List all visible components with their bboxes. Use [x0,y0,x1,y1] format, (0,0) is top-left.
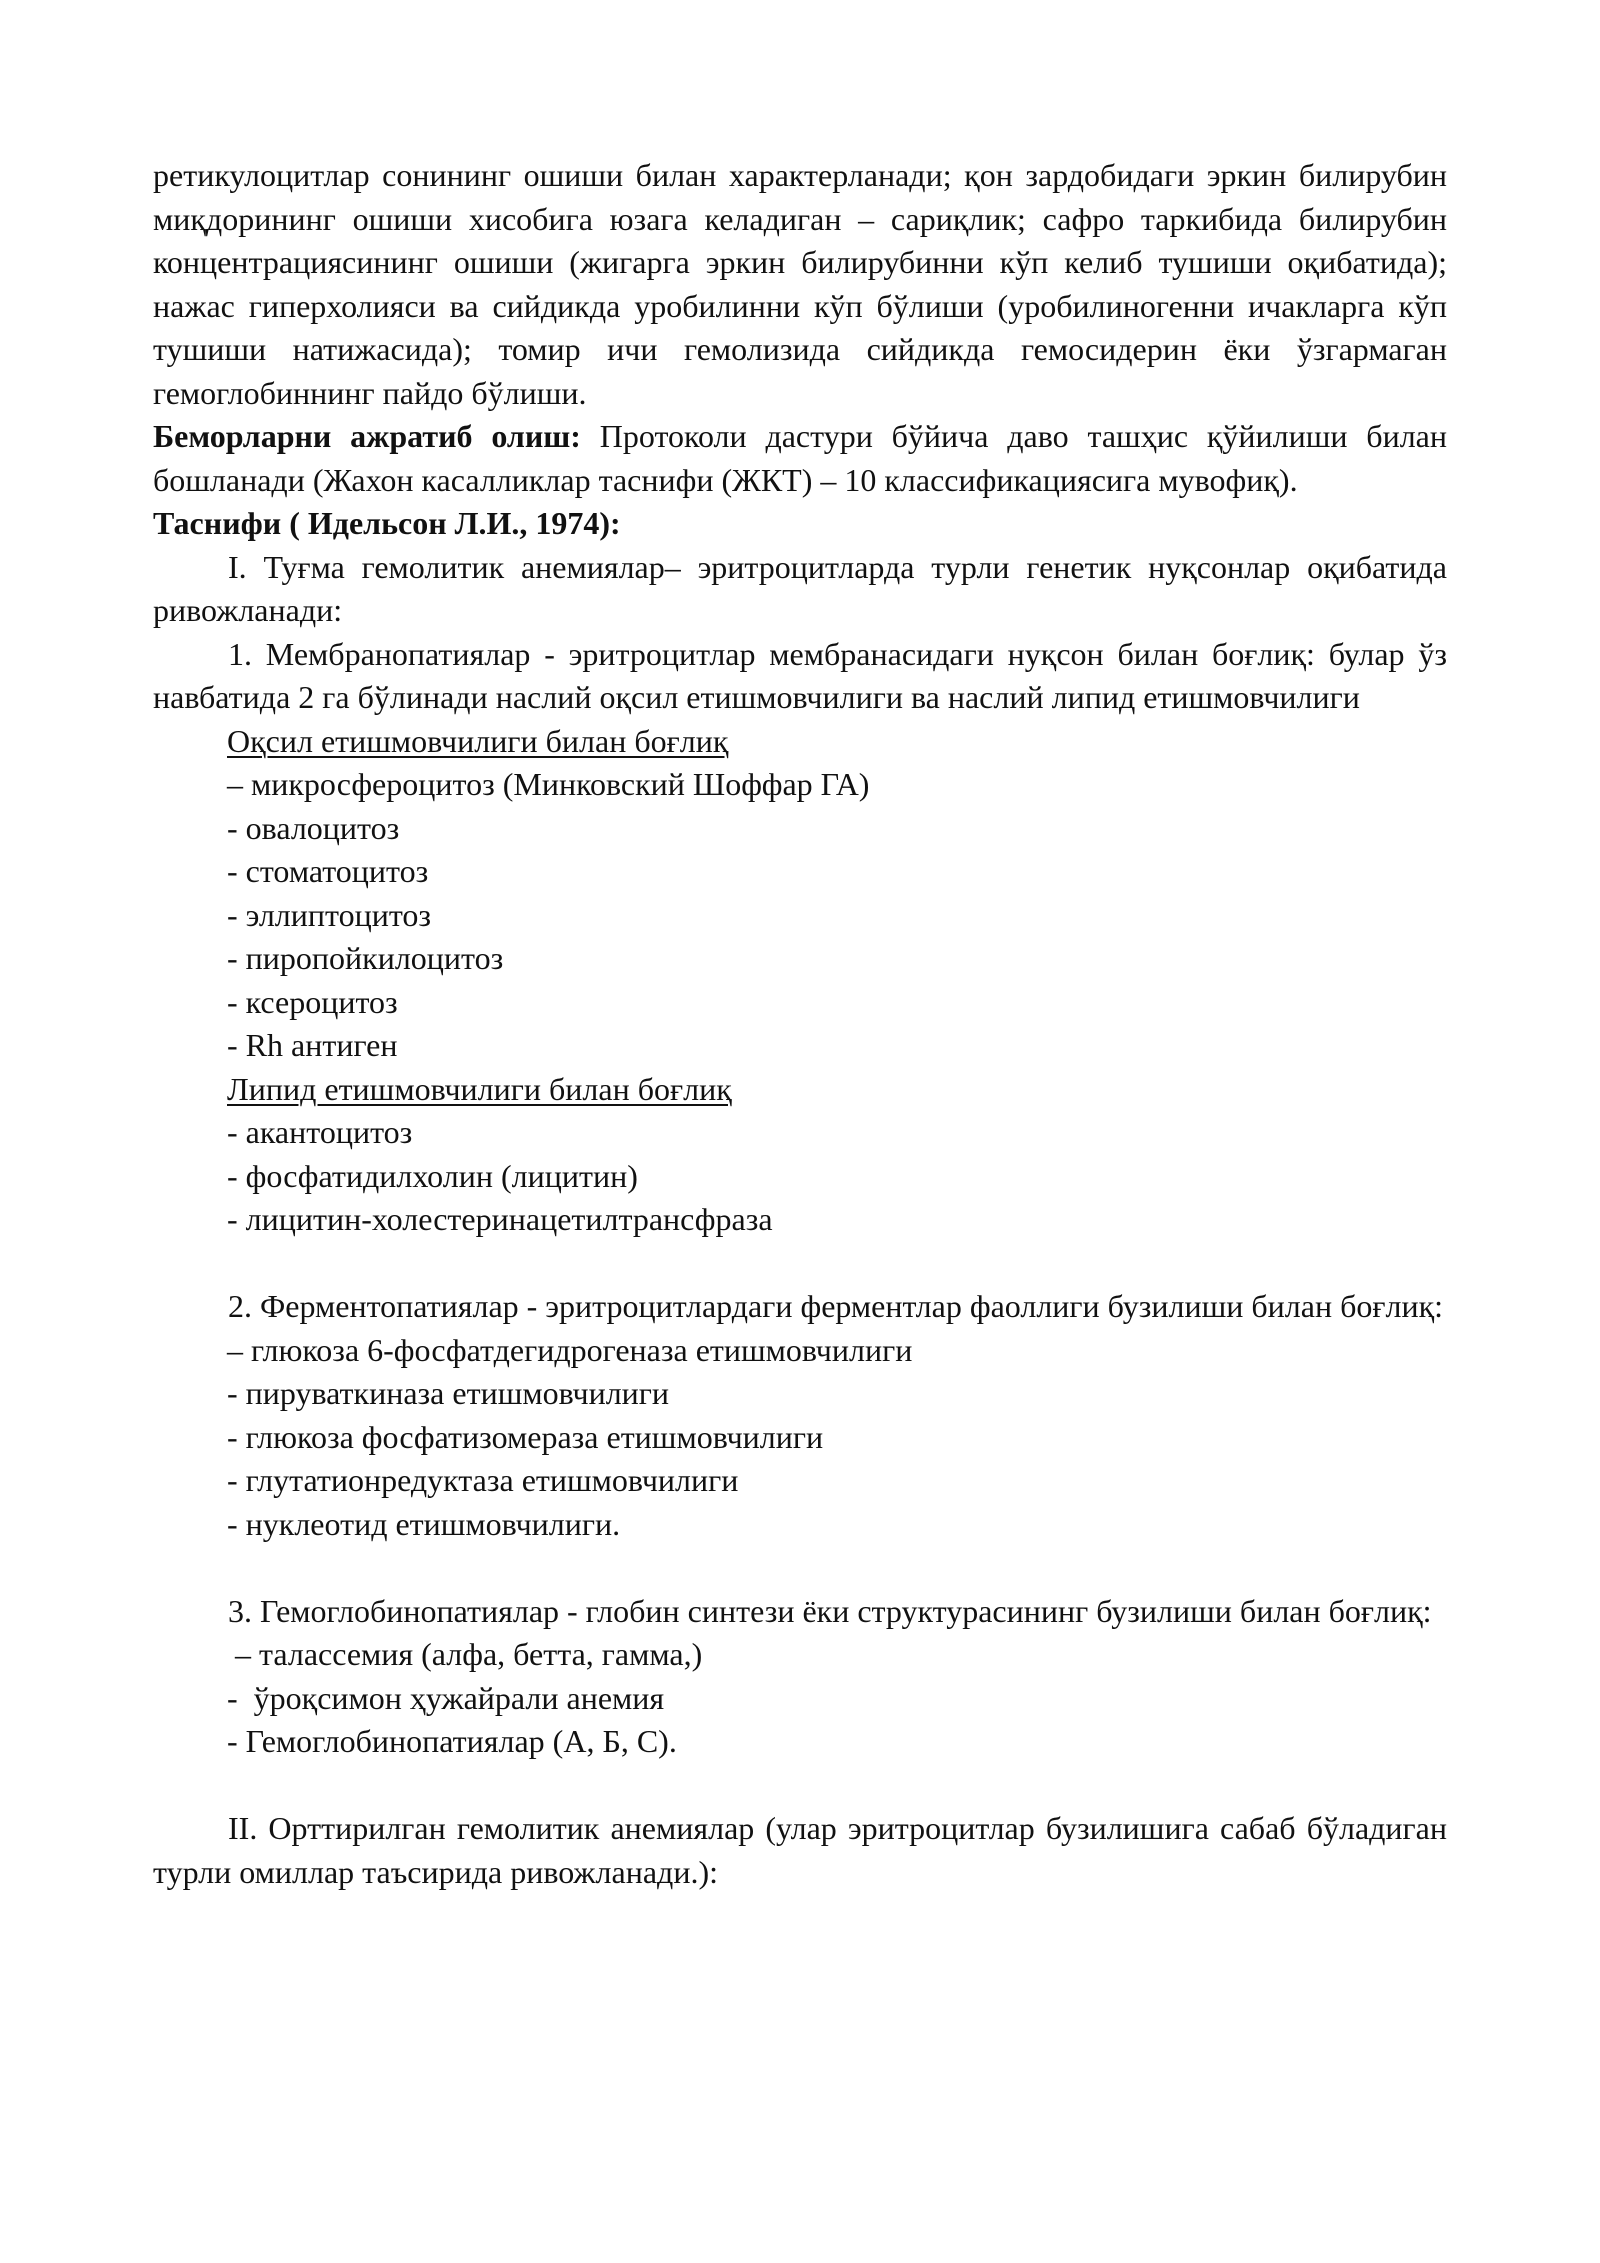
list-item: - пиропойкилоцитоз [227,940,504,976]
lipid-deficiency-subtitle: Липид етишмовчилиги билан боғлиқ [227,1070,732,1107]
list-item: - ксероцитоз [227,983,398,1020]
list-item: - эллиптоцитоз [227,896,432,933]
enzymopathy-list [153,1329,1447,1547]
patient-selection-paragraph [153,415,1447,502]
list-item: – микросфероцитоз (Минковский Шоффар ГА) [227,766,870,802]
enzymopathy-title: 2. Ферментопатиялар - эритроцитлардаги ферментлар фаоллиги бузилиши билан боғлиқ: [228,1288,1443,1324]
list-item: - глюкоза фосфатизомераза етишмовчилиги [227,1418,824,1455]
patient-selection-text: Протоколи дастури бўйича даво ташҳис қўйилиши билан бошланади (Жахон касалликлар таснифи (ЖКТ) – 10 классификациясига мувофиқ). [153,418,1448,498]
protein-deficiency-subtitle: Оқсил етишмовчилиги билан боғлиқ [227,722,729,759]
intro-paragraph: ретикулоцитлар сонининг ошиши билан характерланади; қон зардобидаги эркин билирубин миқдорининг ошиши хисобига юзага келадиган – сариқлик; сафро таркибида билирубин концентрациясининг ошиши (жигарга эркин билирубинни кўп келиб тушиши оқибатида); нажас гиперхолияси ва сийдикда уробилинни кўп бўлиши (уробилиногенни ичакларга кўп тушиши натижасида); томир ичи гемолизида сийдикда гемосидерин ёки ўзгармаган гемоглобиннинг пайдо бўлиши. [153,157,1447,411]
list-item: - Rh антиген [227,1027,398,1063]
acquired-section-title: II. Орттирилган гемолитик анемиялар (улар эритроцитлар бузилишига сабаб бўладиган турли омиллар таъсирида ривожланади.): [153,1810,1447,1890]
hemoglobinopathy-list [153,1633,1447,1764]
hemoglobinopathy-title: 3. Гемоглобинопатиялар - глобин синтези ёки структурасининг бузилиши билан боғлиқ: [228,1592,1432,1629]
blank-line [153,1546,1447,1590]
classification-heading: Таснифи ( Идельсон Л.И., 1974): [153,505,621,541]
list-item: - нуклеотид етишмовчилиги. [227,1505,621,1542]
congenital-section-title: I. Туғма гемолитик анемиялар– эритроцитларда турли генетик нуқсонлар оқибатида ривожланади: [153,548,1447,628]
list-item: - лицитин-холестеринацетилтрансфраза [227,1201,773,1237]
list-item: - ўроқсимон ҳужайрали анемия [227,1679,665,1716]
list-item: - овалоцитоз [227,809,400,846]
patient-selection-heading: Беморларни ажратиб олиш: [153,418,581,454]
list-item: - Гемоглобинопатиялар (А, Б, С). [227,1723,677,1759]
list-item: – глюкоза 6-фосфатдегидрогеназа етишмовчилиги [227,1331,913,1368]
list-item: – талассемия (алфа, бетта, гамма,) [227,1636,703,1672]
list-item: - фосфатидилхолин (лицитин) [227,1157,638,1194]
membranopathy-title: 1. Мембранопатиялар - эритроцитлар мембранасидаги нуқсон билан боғлиқ: булар ўз навбатида 2 га бўлинади наслий оқсил етишмовчилиги ва наслий липид етишмовчилиги [153,635,1447,715]
blank-line [153,1764,1447,1808]
list-item: - глутатионредуктаза етишмовчилиги [227,1462,739,1498]
list-item: - стоматоцитоз [227,853,429,889]
membranopathy-list [153,720,1447,1242]
list-item: - пируваткиназа етишмовчилиги [227,1375,670,1411]
blank-line [153,1242,1447,1286]
list-item: - акантоцитоз [227,1114,413,1150]
document-body [153,154,1447,1894]
